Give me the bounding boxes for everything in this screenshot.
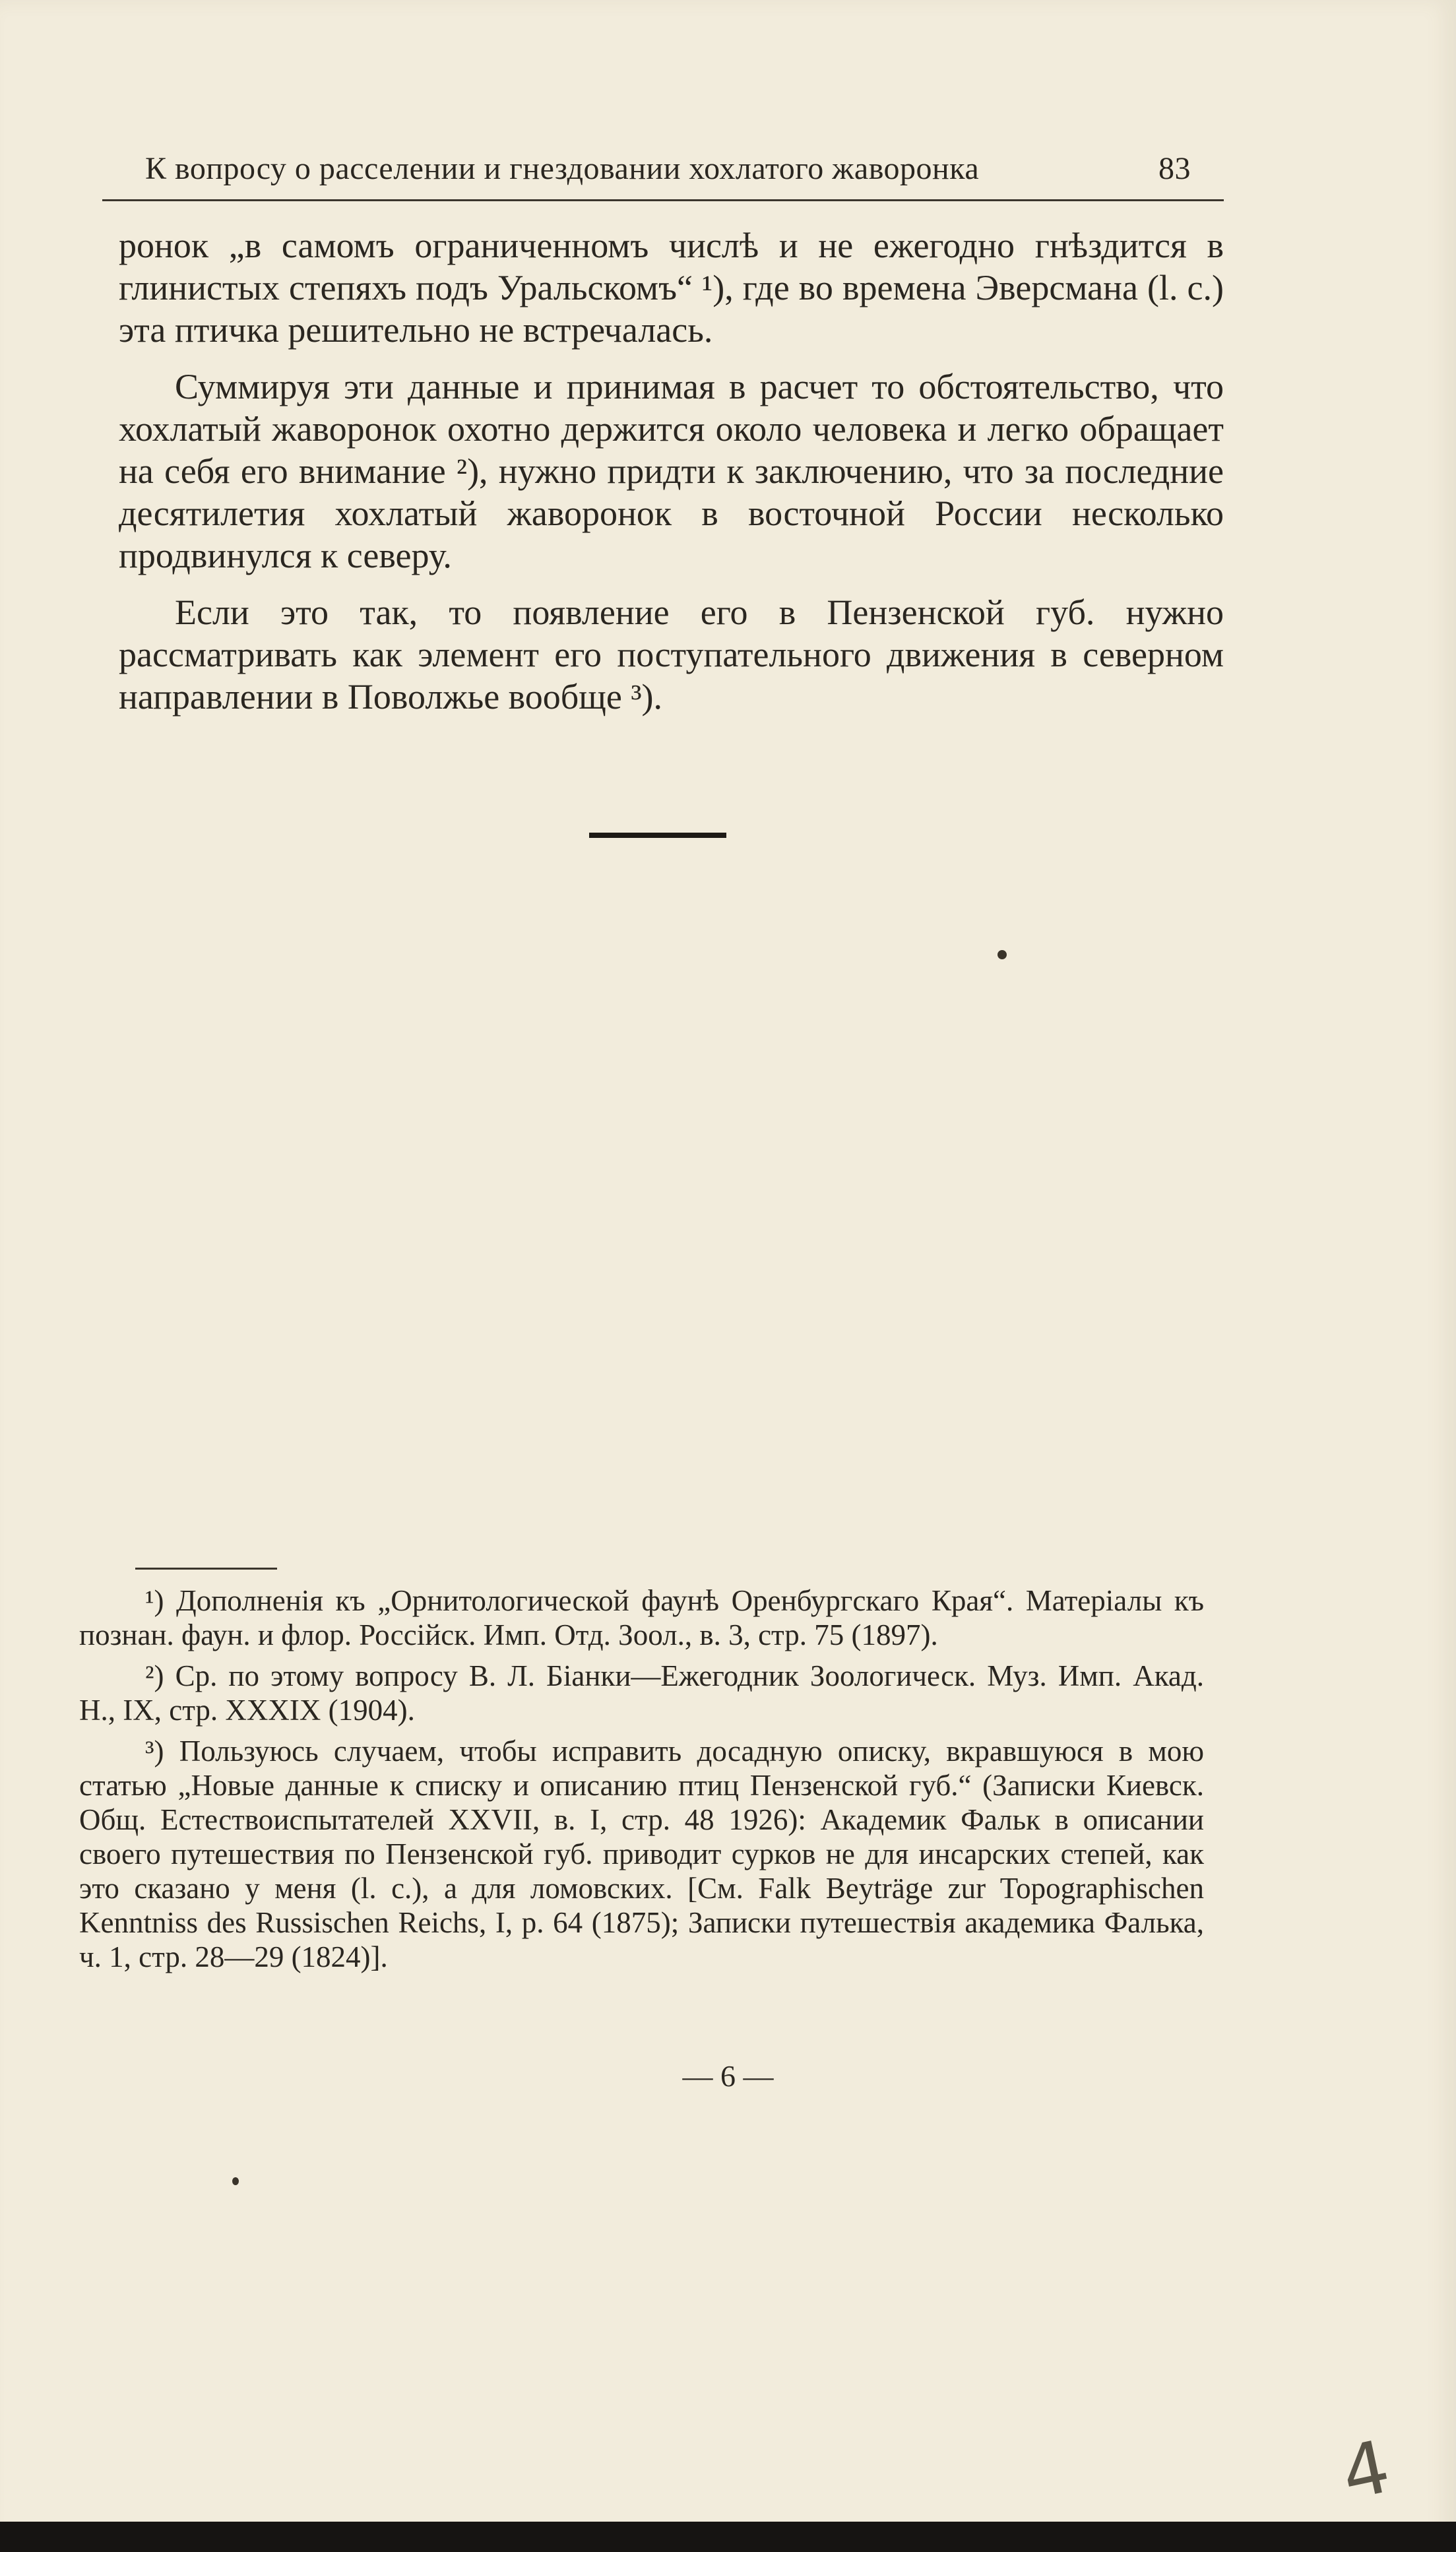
- scan-edge: [0, 2522, 1456, 2552]
- footnote-1: ¹) Дополненія къ „Орнитологической фаунѣ Оренбургскаго Края“. Матеріалы къ познан. фаун. и флор. Россійск. Имп. Отд. Зоол., в. 3, стр. 75 (1897).: [79, 1584, 1204, 1651]
- paragraph-3: Если это так, то появление его в Пензенской губ. нужно рассматривать как элемент его поступательного движения в северном направлении в Поволжье вообще ³).: [119, 592, 1224, 717]
- footnote-2: ²) Ср. по этому вопросу В. Л. Біанки—Ежегодник Зоологическ. Муз. Имп. Акад. Н., IX, стр. XXXIX (1904).: [79, 1659, 1204, 1727]
- paragraph-1: ронок „в самомъ ограниченномъ числѣ и не ежегодно гнѣздится в глинистых степяхъ подъ Уральскомъ“ ¹), где во времена Эверсмана (l. c.) эта птичка решительно не встречалась.: [119, 226, 1224, 350]
- handwritten-mark: 4: [1334, 2424, 1397, 2516]
- ink-speck: [232, 2177, 239, 2185]
- header-title: К вопросу о расселении и гнездовании хохлатого жаворонка: [145, 151, 980, 186]
- header-page-number: 83: [1158, 151, 1191, 186]
- paragraph-2: Суммируя эти данные и принимая в расчет то обстоятельство, что хохлатый жаворонок охотно держится около человека и легко обращает на себя его внимание ²), нужно придти к заключению, что за последние десятилетия хохлатый жаворонок в восточной России несколько продвинулся к северу.: [119, 367, 1224, 575]
- footnote-separator: [135, 1568, 277, 1570]
- section-divider: [589, 833, 726, 838]
- main-text: [119, 224, 1224, 732]
- footnotes: [79, 1583, 1204, 1981]
- folio-number: — 6 —: [682, 2059, 774, 2093]
- footnote-3: ³) Пользуюсь случаем, чтобы исправить досадную описку, вкравшуюся в мою статью „Новые данные к списку и описанию птиц Пензенской губ.“ (Записки Киевск. Общ. Естествоиспытателей XXVII, в. I, стр. 48 1926): Академик Фальк в описании своего путешествия по Пензенской губ. приводит сурков не для инсарских степей, как это сказано у меня (l. c.), а для ломовских. [См. Falk Beyträge zur Topographischen Kenntniss des Russischen Reichs, I, p. 64 (1875); Записки путешествія академика Фалька, ч. 1, стр. 28—29 (1824)].: [79, 1735, 1204, 1973]
- ink-speck: [997, 950, 1007, 959]
- running-header: [102, 150, 1224, 201]
